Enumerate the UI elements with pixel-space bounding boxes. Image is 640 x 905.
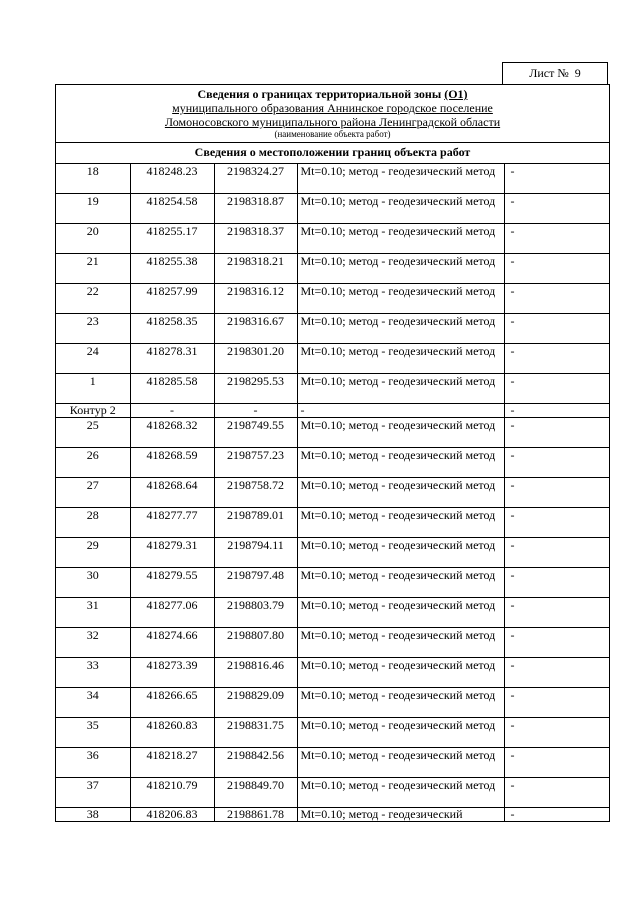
table-row	[56, 418, 609, 448]
description-cell: -	[504, 314, 609, 344]
point-number-cell: 21	[56, 254, 130, 284]
description-cell: -	[504, 808, 609, 822]
y-coordinate-cell: 2198318.37	[214, 224, 297, 254]
x-coordinate-cell: 418206.83	[130, 808, 214, 822]
table-row	[56, 808, 609, 822]
table-row	[56, 658, 609, 688]
sheet-label: Лист №	[529, 66, 569, 80]
header-zone-code: (О1)	[444, 87, 468, 101]
point-number-cell: 24	[56, 344, 130, 374]
y-coordinate-cell: -	[214, 404, 297, 418]
point-number-cell: 25	[56, 418, 130, 448]
x-coordinate-cell: 418279.31	[130, 538, 214, 568]
point-number-cell: 18	[56, 164, 130, 194]
table-row	[56, 344, 609, 374]
description-cell: -	[504, 224, 609, 254]
point-number-cell: 35	[56, 718, 130, 748]
sheet-number-box	[502, 62, 608, 85]
x-coordinate-cell: 418273.39	[130, 658, 214, 688]
description-cell: -	[504, 344, 609, 374]
y-coordinate-cell: 2198831.75	[214, 718, 297, 748]
table-row	[56, 748, 609, 778]
table-row	[56, 404, 609, 418]
table-row	[56, 628, 609, 658]
method-cell: Mt=0.10; метод - геодезический метод	[297, 748, 504, 778]
description-cell: -	[504, 748, 609, 778]
table-row	[56, 778, 609, 808]
point-number-cell: 20	[56, 224, 130, 254]
method-cell: Mt=0.10; метод - геодезический метод	[297, 478, 504, 508]
description-cell: -	[504, 658, 609, 688]
point-number-cell: 38	[56, 808, 130, 822]
x-coordinate-cell: 418260.83	[130, 718, 214, 748]
y-coordinate-cell: 2198803.79	[214, 598, 297, 628]
x-coordinate-cell: -	[130, 404, 214, 418]
x-coordinate-cell: 418248.23	[130, 164, 214, 194]
description-cell: -	[504, 284, 609, 314]
header-line3: Ломоносовского муниципального района Ленинградской области	[164, 115, 501, 129]
table-row	[56, 508, 609, 538]
point-number-cell: 29	[56, 538, 130, 568]
header-title-text: Сведения о границах территориальной зоны	[197, 87, 442, 101]
method-cell: Mt=0.10; метод - геодезический метод	[297, 164, 504, 194]
method-cell: Mt=0.10; метод - геодезический метод	[297, 508, 504, 538]
x-coordinate-cell: 418258.35	[130, 314, 214, 344]
section-title: Сведения о местоположении границ объекта работ	[56, 143, 609, 164]
point-number-cell: 28	[56, 508, 130, 538]
header-line2: муниципального образования Аннинское городское поселение	[172, 101, 493, 115]
y-coordinate-cell: 2198316.12	[214, 284, 297, 314]
description-cell: -	[504, 598, 609, 628]
x-coordinate-cell: 418268.32	[130, 418, 214, 448]
x-coordinate-cell: 418266.65	[130, 688, 214, 718]
description-cell: -	[504, 568, 609, 598]
y-coordinate-cell: 2198758.72	[214, 478, 297, 508]
y-coordinate-cell: 2198829.09	[214, 688, 297, 718]
point-number-cell: 33	[56, 658, 130, 688]
y-coordinate-cell: 2198757.23	[214, 448, 297, 478]
x-coordinate-cell: 418255.17	[130, 224, 214, 254]
point-number-cell: Контур 2	[56, 404, 130, 418]
x-coordinate-cell: 418218.27	[130, 748, 214, 778]
y-coordinate-cell: 2198301.20	[214, 344, 297, 374]
point-number-cell: 1	[56, 374, 130, 404]
method-cell: Mt=0.10; метод - геодезический метод	[297, 688, 504, 718]
method-cell: -	[297, 404, 504, 418]
y-coordinate-cell: 2198816.46	[214, 658, 297, 688]
table-row	[56, 568, 609, 598]
y-coordinate-cell: 2198797.48	[214, 568, 297, 598]
sheet-number: 9	[574, 66, 581, 80]
y-coordinate-cell: 2198295.53	[214, 374, 297, 404]
table-row	[56, 598, 609, 628]
x-coordinate-cell: 418255.38	[130, 254, 214, 284]
description-cell: -	[504, 478, 609, 508]
x-coordinate-cell: 418278.31	[130, 344, 214, 374]
table-row	[56, 194, 609, 224]
description-cell: -	[504, 404, 609, 418]
method-cell: Mt=0.10; метод - геодезический метод	[297, 194, 504, 224]
document-frame	[55, 84, 610, 822]
method-cell: Mt=0.10; метод - геодезический метод	[297, 538, 504, 568]
x-coordinate-cell: 418279.55	[130, 568, 214, 598]
table-row	[56, 314, 609, 344]
method-cell: Mt=0.10; метод - геодезический метод	[297, 284, 504, 314]
y-coordinate-cell: 2198789.01	[214, 508, 297, 538]
method-cell: Mt=0.10; метод - геодезический метод	[297, 658, 504, 688]
table-row	[56, 284, 609, 314]
method-cell: Mt=0.10; метод - геодезический метод	[297, 718, 504, 748]
method-cell: Mt=0.10; метод - геодезический метод	[297, 568, 504, 598]
x-coordinate-cell: 418268.59	[130, 448, 214, 478]
point-number-cell: 37	[56, 778, 130, 808]
description-cell: -	[504, 194, 609, 224]
description-cell: -	[504, 778, 609, 808]
y-coordinate-cell: 2198316.67	[214, 314, 297, 344]
y-coordinate-cell: 2198318.21	[214, 254, 297, 284]
description-cell: -	[504, 164, 609, 194]
method-cell: Mt=0.10; метод - геодезический метод	[297, 418, 504, 448]
x-coordinate-cell: 418277.06	[130, 598, 214, 628]
x-coordinate-cell: 418254.58	[130, 194, 214, 224]
point-number-cell: 31	[56, 598, 130, 628]
description-cell: -	[504, 374, 609, 404]
header-caption: (наименование объекта работ)	[274, 129, 391, 139]
y-coordinate-cell: 2198324.27	[214, 164, 297, 194]
x-coordinate-cell: 418210.79	[130, 778, 214, 808]
point-number-cell: 30	[56, 568, 130, 598]
method-cell: Mt=0.10; метод - геодезический метод	[297, 374, 504, 404]
y-coordinate-cell: 2198849.70	[214, 778, 297, 808]
table-row	[56, 718, 609, 748]
document-header	[56, 85, 609, 143]
header-title	[56, 87, 609, 101]
y-coordinate-cell: 2198807.80	[214, 628, 297, 658]
table-row	[56, 448, 609, 478]
description-cell: -	[504, 688, 609, 718]
x-coordinate-cell: 418285.58	[130, 374, 214, 404]
method-cell: Mt=0.10; метод - геодезический	[297, 808, 504, 822]
description-cell: -	[504, 718, 609, 748]
table-row	[56, 224, 609, 254]
method-cell: Mt=0.10; метод - геодезический метод	[297, 778, 504, 808]
point-number-cell: 19	[56, 194, 130, 224]
description-cell: -	[504, 628, 609, 658]
x-coordinate-cell: 418257.99	[130, 284, 214, 314]
y-coordinate-cell: 2198861.78	[214, 808, 297, 822]
point-number-cell: 26	[56, 448, 130, 478]
description-cell: -	[504, 418, 609, 448]
y-coordinate-cell: 2198794.11	[214, 538, 297, 568]
point-number-cell: 23	[56, 314, 130, 344]
table-row	[56, 164, 609, 194]
y-coordinate-cell: 2198318.87	[214, 194, 297, 224]
description-cell: -	[504, 508, 609, 538]
x-coordinate-cell: 418274.66	[130, 628, 214, 658]
coordinates-table	[56, 164, 609, 822]
point-number-cell: 32	[56, 628, 130, 658]
method-cell: Mt=0.10; метод - геодезический метод	[297, 344, 504, 374]
method-cell: Mt=0.10; метод - геодезический метод	[297, 224, 504, 254]
description-cell: -	[504, 254, 609, 284]
table-row	[56, 254, 609, 284]
method-cell: Mt=0.10; метод - геодезический метод	[297, 598, 504, 628]
method-cell: Mt=0.10; метод - геодезический метод	[297, 448, 504, 478]
point-number-cell: 22	[56, 284, 130, 314]
y-coordinate-cell: 2198749.55	[214, 418, 297, 448]
method-cell: Mt=0.10; метод - геодезический метод	[297, 314, 504, 344]
x-coordinate-cell: 418268.64	[130, 478, 214, 508]
description-cell: -	[504, 538, 609, 568]
method-cell: Mt=0.10; метод - геодезический метод	[297, 254, 504, 284]
table-row	[56, 374, 609, 404]
table-row	[56, 478, 609, 508]
point-number-cell: 27	[56, 478, 130, 508]
point-number-cell: 34	[56, 688, 130, 718]
y-coordinate-cell: 2198842.56	[214, 748, 297, 778]
point-number-cell: 36	[56, 748, 130, 778]
method-cell: Mt=0.10; метод - геодезический метод	[297, 628, 504, 658]
table-row	[56, 688, 609, 718]
description-cell: -	[504, 448, 609, 478]
x-coordinate-cell: 418277.77	[130, 508, 214, 538]
table-row	[56, 538, 609, 568]
